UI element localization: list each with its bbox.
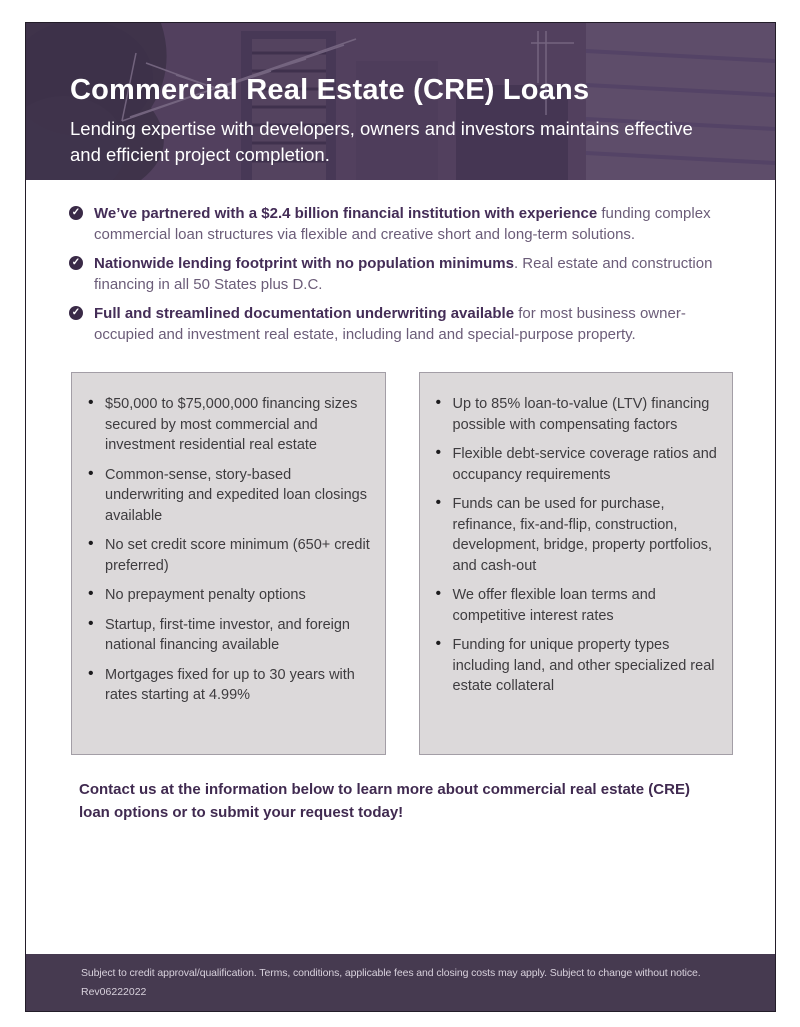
footer-revision: Rev06222022 — [81, 986, 147, 998]
highlight-rest-text: for most business owner-occupied and investment real estate, including land and special-purpose property. — [94, 305, 686, 343]
highlights-section — [26, 180, 775, 345]
highlight-text — [94, 303, 735, 345]
highlight-item — [69, 303, 735, 345]
highlight-bold-text: Full and streamlined documentation underwriting available — [94, 305, 515, 322]
feature-list-item: • Mortgages fixed for up to 30 years with rates starting at 4.99% — [87, 665, 371, 706]
page-subtitle: Lending expertise with developers, owners and investors maintains effective and efficient project completion. — [70, 118, 693, 165]
feature-list-right — [435, 394, 719, 697]
highlight-rest-text: funding complex commercial loan structures via flexible and creative short and long-term solutions. — [94, 205, 711, 243]
highlight-bold-text: We’ve partnered with a $2.4 billion financial institution with experience — [94, 205, 598, 222]
contact-call-to-action: Contact us at the information below to learn more about commercial real estate (CRE) loan options or to submit your request today! — [79, 781, 690, 821]
hero-text-block — [70, 73, 725, 168]
highlight-text — [94, 203, 735, 245]
check-circle-icon: ✓ — [69, 206, 83, 220]
footer-disclaimer: Subject to credit approval/qualification. Terms, conditions, applicable fees and closing costs may apply. Subject to change without notice. — [81, 967, 701, 979]
feature-list-item: • $50,000 to $75,000,000 financing sizes secured by most commercial and investment residential real estate — [87, 394, 371, 456]
highlight-item — [69, 253, 735, 295]
feature-list-left — [87, 394, 371, 706]
flyer-page — [25, 22, 776, 1012]
check-circle-icon: ✓ — [69, 256, 83, 270]
highlight-rest-text: . Real estate and construction financing in all 50 States plus D.C. — [94, 255, 713, 293]
footer-bar — [26, 954, 775, 1011]
feature-boxes-row — [26, 353, 775, 755]
feature-list-item: • Common-sense, story-based underwriting and expedited loan closings available — [87, 465, 371, 527]
feature-box-right — [419, 372, 734, 755]
feature-list-item: • Up to 85% loan-to-value (LTV) financing possible with compensating factors — [435, 394, 719, 435]
hero-banner — [26, 23, 775, 180]
highlight-item — [69, 203, 735, 245]
feature-list-item: • Funds can be used for purchase, refinance, fix-and-flip, construction, development, bridge, property portfolios, and cash-out — [435, 494, 719, 576]
feature-list-item: • No set credit score minimum (650+ credit preferred) — [87, 535, 371, 576]
feature-list-item: • No prepayment penalty options — [87, 585, 371, 606]
feature-list-item: • Funding for unique property types including land, and other specialized real estate collateral — [435, 635, 719, 697]
highlight-text — [94, 253, 735, 295]
feature-box-left — [71, 372, 386, 755]
feature-list-item: • Flexible debt-service coverage ratios and occupancy requirements — [435, 444, 719, 485]
page-title: Commercial Real Estate (CRE) Loans — [70, 74, 590, 106]
feature-list-item: • We offer flexible loan terms and competitive interest rates — [435, 585, 719, 626]
feature-list-item: • Startup, first-time investor, and foreign national financing available — [87, 615, 371, 656]
check-circle-icon: ✓ — [69, 306, 83, 320]
highlight-bold-text: Nationwide lending footprint with no population minimums — [94, 255, 514, 272]
